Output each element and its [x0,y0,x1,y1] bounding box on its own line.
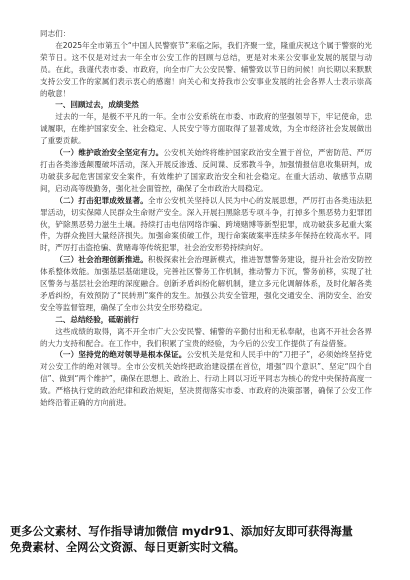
section-1-intro: 过去的一年，是极不平凡的一年。全市公安系统在市委、市政府的坚强领导下，牢记使命，忠诚履职，在维护国家安全、社会稳定、人民安宁等方面取得了显著成效，为全市经济社会发展做出了重要贡献。 [40,112,372,146]
section-1-heading: 一、回顾过去，成绩斐然 [55,100,139,110]
item-lead: （三）社会治理创新推进。 [55,255,148,265]
promo-line-1: 更多公文素材、写作指导请加微信 mydr91、添加好友即可获得海量 [10,525,353,538]
promo-line-2: 免费素材、全网公文资源、每日更新实时文稿。 [10,541,245,554]
item-lead: （一）维护政治安全坚定有力。 [55,148,164,158]
item-body: 公安机关始终将维护国家政治安全置于首位，严密防范、严厉打击各类渗透颠覆破坏活动，深入开展反渗透、反间谍、反邪教斗争，加强情报信息收集研判，成功破获多起危害国家安全案件，有效维护了国家政治安全和社会稳定。在重大活动、敏感节点期间，启动高等级勤务，强化社会面管控，确保了全市政治大局稳定。 [40,148,373,193]
item-lead: （二）打击犯罪成效显著。 [55,195,148,205]
item-body: 全市公安机关坚持以人民为中心的发展思想，严厉打击各类违法犯罪活动，切实保障人民群众生命财产安全。深入开展扫黑除恶专项斗争，打掉多个黑恶势力犯罪团伙，铲除黑恶势力滋生土壤。持续打击电信网络诈骗、跨境赌博等新型犯罪，成功破获多起重大案件，为群众挽回大量经济损失。加强命案侦破工作，现行命案破案率连续多年保持在较高水平。同时，严厉打击盗抢骗、黄赌毒等传统犯罪，社会治安形势持续向好。 [40,195,372,253]
section-1-item-2 [40,195,372,255]
promo-footer [10,524,406,556]
section-1-item-3 [40,254,372,314]
section-1-item-1 [40,147,372,195]
item-body: 积极探索社会治理新模式，推进智慧警务建设，提升社会治安防控体系整体效能。加强基层基础建设，完善社区警务工作机制，推动警力下沉，警务前移，实现了社区警务与基层社会治理的深度融合。创新矛盾纠纷化解机制，建立多元化调解体系，及时化解各类矛盾纠纷，有效预防了“民转刑”案件的发生。加强公共安全管理，强化交通安全、消防安全、治安安全等监督管理，确保了全市公共安全形势稳定。 [40,255,372,312]
section-2-heading: 二、总结经验，砥砺前行 [55,314,139,324]
item-lead: （一）坚持党的绝对领导是根本保证。 [55,350,187,360]
greeting: 同志们： [40,29,71,38]
intro-paragraph: 在2025年全市第五个“中国人民警察节”来临之际，我们齐聚一堂，隆重庆祝这个属于警察的光荣节日。这不仅是对过去一年全市公安工作的回顾与总结，更是对未来公安事业发展的展望与动员。在此，我谨代表市委、市政府，向全市广大公安民警、辅警致以节日的问候！向长期以来默默支持公安工作的家属们表示衷心的感谢！向关心和支持我市公安事业发展的社会各界人士表示崇高的敬意！ [40,40,372,98]
document-body [40,28,372,409]
section-2-intro: 这些成绩的取得，离不开全市广大公安民警、辅警的辛勤付出和无私奉献，也离不开社会各界的大力支持和配合。在工作中，我们积累了宝贵的经验，为今后的公安工作提供了有益借鉴。 [40,326,372,348]
item-body: 公安机关是党和人民手中的“刀把子”，必须始终坚持党对公安工作的绝对领导。全市公安机关始终把政治建设摆在首位，增强“四个意识”、坚定“四个自信”、做到“两个维护”，确保在思想上、政治上、行动上同以习近平同志为核心的党中央保持高度一致。严格执行党的政治纪律和政治规矩，坚决贯彻落实市委、市政府的决策部署，确保了公安工作始终沿着正确的方向前进。 [40,350,372,408]
section-2-item-1 [40,349,372,409]
